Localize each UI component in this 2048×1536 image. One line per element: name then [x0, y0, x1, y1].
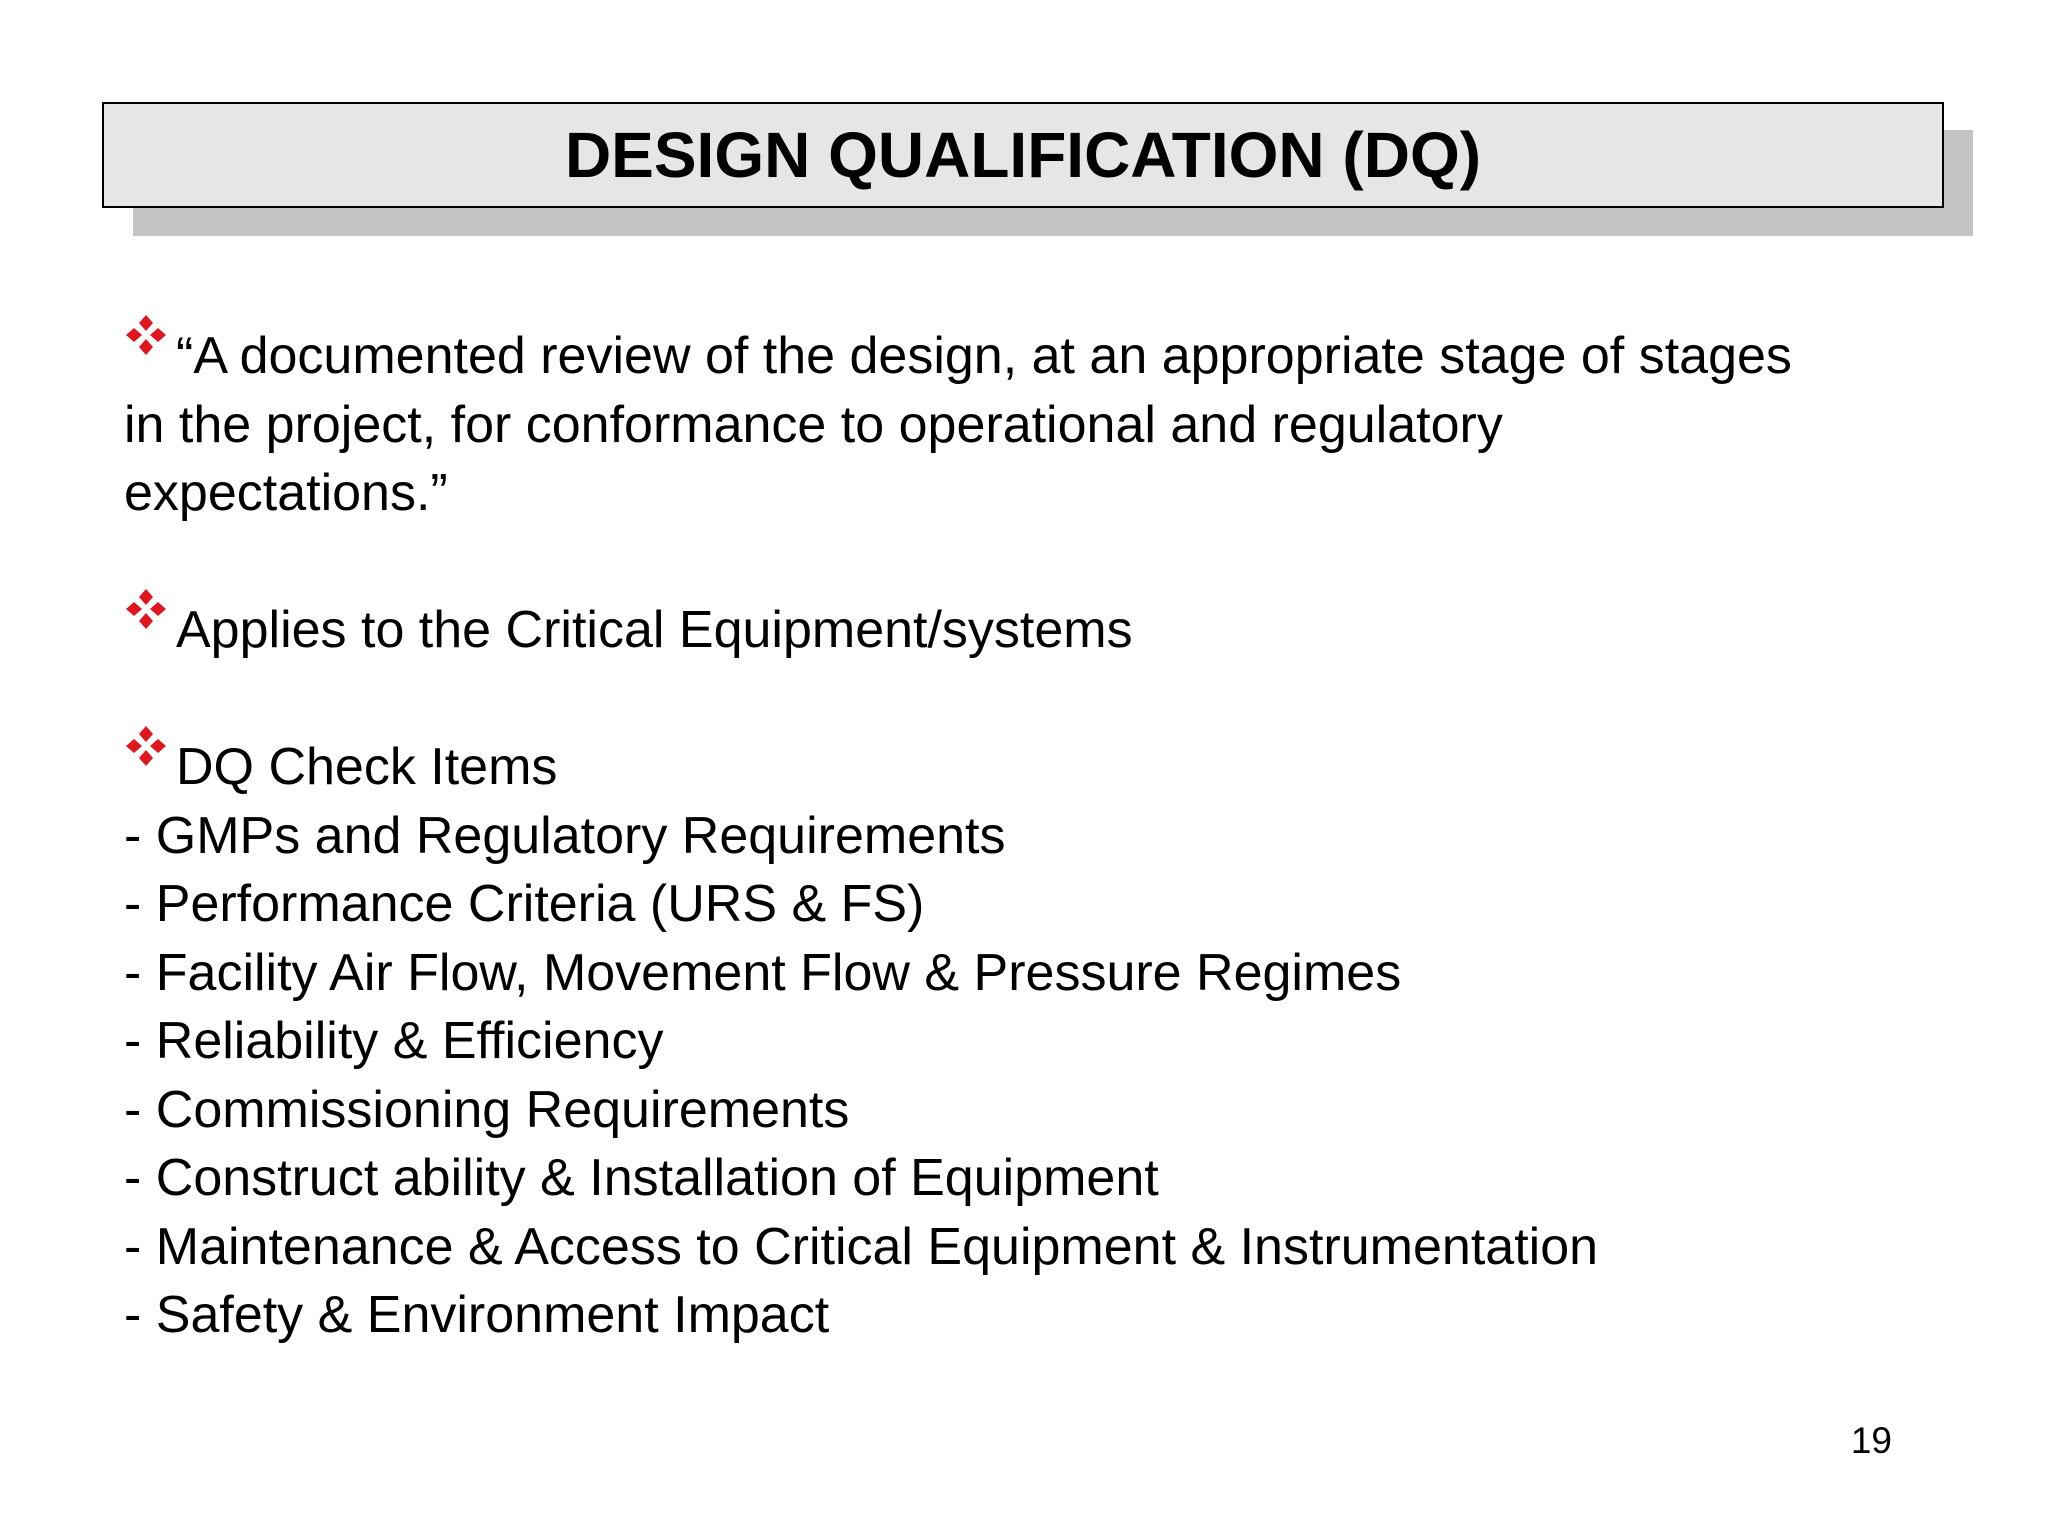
check-item: - Reliability & Efficiency [124, 1012, 664, 1070]
bullet-dq-check-items [124, 733, 1964, 1350]
check-item: - GMPs and Regulatory Requirements [124, 806, 1006, 865]
bullet-definition [124, 322, 1964, 528]
bullet-line [124, 596, 1964, 665]
check-item: - Facility Air Flow, Movement Flow & Pressure Regimes [124, 943, 1402, 1002]
bullet-applies [124, 596, 1964, 665]
check-item: - Maintenance & Access to Critical Equipment & Instrumentation [124, 1217, 1599, 1276]
bullet-text: Applies to the Critical Equipment/systems [176, 601, 1133, 659]
bullet-text-continued: expectations.” [124, 464, 448, 522]
paragraph-spacer [124, 528, 1964, 597]
bullet-text: “A documented review of the design, at an appropriate stage of stages [176, 327, 1792, 385]
check-item: - Construct ability & Installation of Equipment [124, 1149, 1159, 1207]
bullet-line [124, 322, 1964, 391]
four-diamond-bullet-icon [124, 603, 170, 649]
four-diamond-bullet-icon [124, 329, 170, 375]
check-item: - Commissioning Requirements [124, 1080, 850, 1139]
title-box [102, 102, 1944, 208]
page-number: 19 [1850, 1420, 1892, 1461]
check-item: - Safety & Environment Impact [124, 1286, 830, 1344]
paragraph-spacer [124, 665, 1964, 734]
check-item: - Performance Criteria (URS & FS) [124, 875, 925, 933]
four-diamond-bullet-icon [124, 740, 170, 786]
bullet-line [124, 733, 1964, 802]
slide-body [124, 322, 1964, 1350]
bullet-text: DQ Check Items [176, 738, 558, 796]
bullet-text-continued: in the project, for conformance to operational and regulatory [124, 395, 1503, 454]
slide-title: DESIGN QUALIFICATION (DQ) [564, 119, 1482, 191]
